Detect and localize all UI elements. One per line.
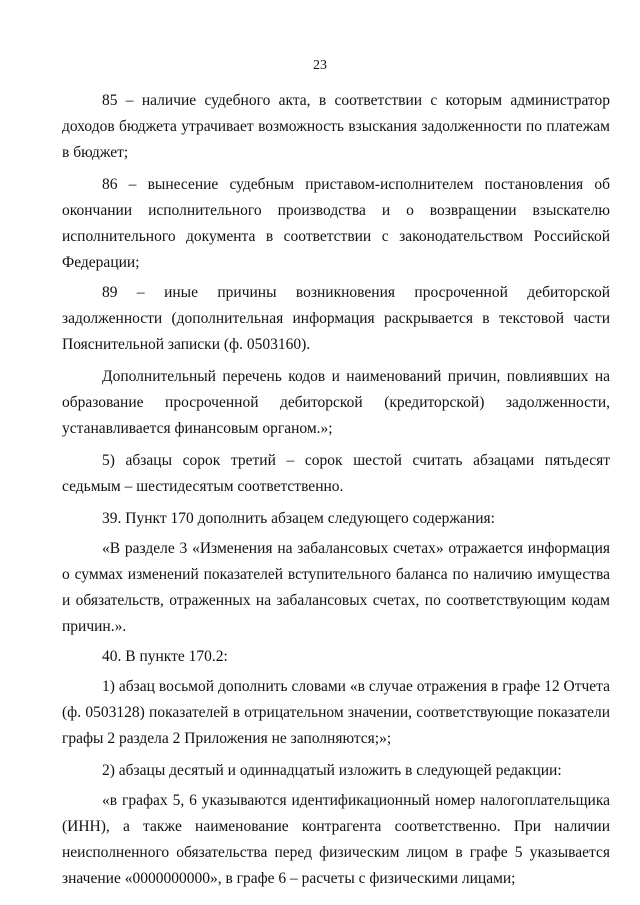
paragraph-code-85: 85 – наличие судебного акта, в соответствии с которым администратор доходов бюджета утрачивает возможность взыскания задолженности по платежам в бюджет; xyxy=(62,92,610,161)
paragraph-item-5: 5) абзацы сорок третий – сорок шестой считать абзацами пятьдесят седьмым – шестидесятым соответственно. xyxy=(62,452,610,495)
paragraph-code-89: 89 – иные причины возникновения просроченной дебиторской задолженности (дополнительная информация раскрывается в текстовой части Пояснительной записки (ф. 0503160). xyxy=(62,284,610,353)
paragraph-item-2: 2) абзацы десятый и одиннадцатый изложить в следующей редакции: xyxy=(102,762,562,779)
paragraph-code-86: 86 – вынесение судебным приставом-исполнителем постановления об окончании исполнительного производства и о возвращении взыскателю исполнительного документа в соответствии с законодательством Российской Федерации; xyxy=(62,176,610,271)
paragraph-section-3-quote: «В разделе 3 «Изменения на забалансовых счетах» отражается информация о суммах изменений показателей вступительного баланса по наличию имущества и обязательств, отраженных на забалансовых счетах, по соответствующим кодам причин.». xyxy=(62,540,610,635)
paragraph-inn-quote: «в графах 5, 6 указываются идентификационный номер налогоплательщика (ИНН), а также наименование контрагента соответственно. При наличии неисполненного обязательства перед физическим лицом в графе 5 указывается значение «0000000000», в графе 6 – расчеты с физическими лицами; xyxy=(62,792,610,887)
paragraph-point-40: 40. В пункте 170.2: xyxy=(102,648,228,665)
paragraph-item-1: 1) абзац восьмой дополнить словами «в случае отражения в графе 12 Отчета (ф. 0503128) показателей в отрицательном значении, соответствующие показатели графы 2 раздела 2 Приложения не заполняются;»; xyxy=(62,678,610,747)
paragraph-point-39: 39. Пункт 170 дополнить абзацем следующего содержания: xyxy=(102,510,495,527)
page-number: 23 xyxy=(313,58,327,73)
document-body xyxy=(62,88,610,892)
paragraph-additional-codes: Дополнительный перечень кодов и наименований причин, повлиявших на образование просроченной дебиторской (кредиторской) задолженности, устанавливается финансовым органом.»; xyxy=(62,368,610,437)
